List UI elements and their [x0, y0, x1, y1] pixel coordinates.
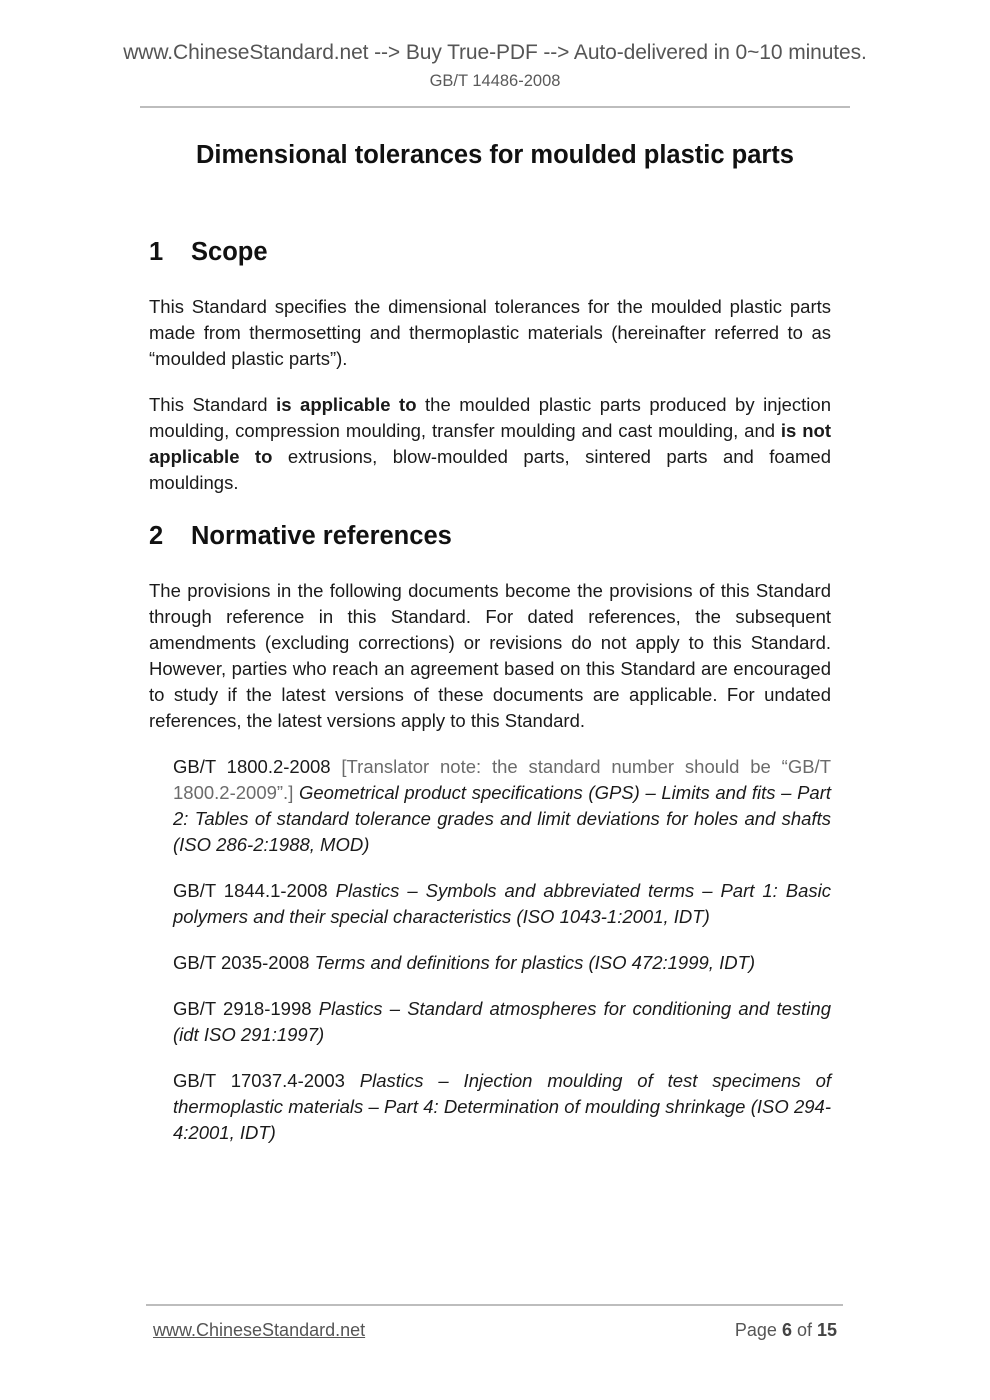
reference-code: GB/T 1800.2-2008 — [173, 756, 331, 777]
section-number: 2 — [149, 522, 164, 550]
section-heading-scope — [149, 234, 831, 270]
section-heading-normative-references — [149, 518, 831, 554]
reference-title: Geometrical product specifications (GPS) – Limits and fits – Part 2: Tables of standard tolerance grades and limit deviations for holes and shafts (ISO 286-2:1988, MOD) — [173, 782, 831, 855]
normative-references-intro: The provisions in the following documents become the provisions of this Standard through reference in this Standard. For dated references, the subsequent amendments (excluding corrections) or revisions do not apply to this Standard. However, parties who reach an agreement based on this Standard are encouraged to study if the latest versions of these documents are applicable. For undated references, the latest versions apply to this Standard. — [149, 580, 831, 731]
document-body — [149, 234, 831, 1146]
reference-item — [173, 996, 831, 1048]
text-run: This Standard — [149, 394, 277, 415]
reference-item — [173, 950, 831, 976]
text-run: extrusions, blow-moulded parts, sintered parts and foamed mouldings. — [149, 446, 832, 493]
translator-note: [Translator note: the standard number should be “GB/T 1800.2-2009”.] — [173, 756, 832, 803]
page-prefix: Page — [734, 1320, 782, 1340]
total-pages-number: 15 — [816, 1320, 837, 1340]
reference-code: GB/T 2035-2008 — [173, 952, 310, 973]
reference-item — [173, 1068, 831, 1146]
page-header — [0, 38, 990, 92]
header-doc-number: GB/T 14486-2008 — [429, 72, 561, 90]
reference-title: Plastics – Symbols and abbreviated terms – Part 1: Basic polymers and their special characteristics (ISO 1043-1:2001, IDT) — [173, 880, 831, 927]
reference-title: Plastics – Standard atmospheres for conditioning and testing (idt ISO 291:1997) — [173, 998, 831, 1045]
current-page-number: 6 — [781, 1320, 792, 1340]
reference-title: Terms and definitions for plastics (ISO 472:1999, IDT) — [314, 952, 756, 973]
header-banner: www.ChineseStandard.net --> Buy True-PDF --> Auto-delivered in 0~10 minutes. — [123, 41, 867, 64]
header-divider — [140, 106, 850, 108]
section-title: Scope — [191, 238, 268, 266]
footer-website-link[interactable]: www.ChineseStandard.net — [153, 1320, 366, 1340]
footer-divider — [146, 1304, 843, 1306]
scope-paragraph-1: This Standard specifies the dimensional tolerances for the moulded plastic parts made from thermosetting and thermoplastic materials (hereinafter referred to as “moulded plastic parts”). — [149, 296, 831, 369]
section-number: 1 — [149, 238, 164, 266]
reference-item — [173, 754, 831, 858]
page-of: of — [791, 1320, 817, 1340]
page-indicator — [735, 1318, 837, 1342]
section-title: Normative references — [191, 522, 452, 550]
reference-code: GB/T 1844.1-2008 — [173, 880, 328, 901]
emphasis-not-applicable: is not applicable to — [149, 420, 831, 467]
reference-code: GB/T 2918-1998 — [173, 998, 312, 1019]
scope-paragraph-2 — [149, 392, 831, 496]
reference-title: Plastics – Injection moulding of test specimens of thermoplastic materials – Part 4: Determination of moulding shrinkage (ISO 294-4:2001, IDT) — [173, 1070, 831, 1143]
reference-item — [173, 878, 831, 930]
reference-code: GB/T 17037.4-2003 — [173, 1070, 345, 1091]
emphasis-applicable: is applicable to — [276, 394, 417, 415]
document-title: Dimensional tolerances for moulded plastic parts — [196, 141, 794, 169]
text-run: the moulded plastic parts produced by injection moulding, compression moulding, transfer moulding and cast moulding, and — [149, 394, 831, 441]
